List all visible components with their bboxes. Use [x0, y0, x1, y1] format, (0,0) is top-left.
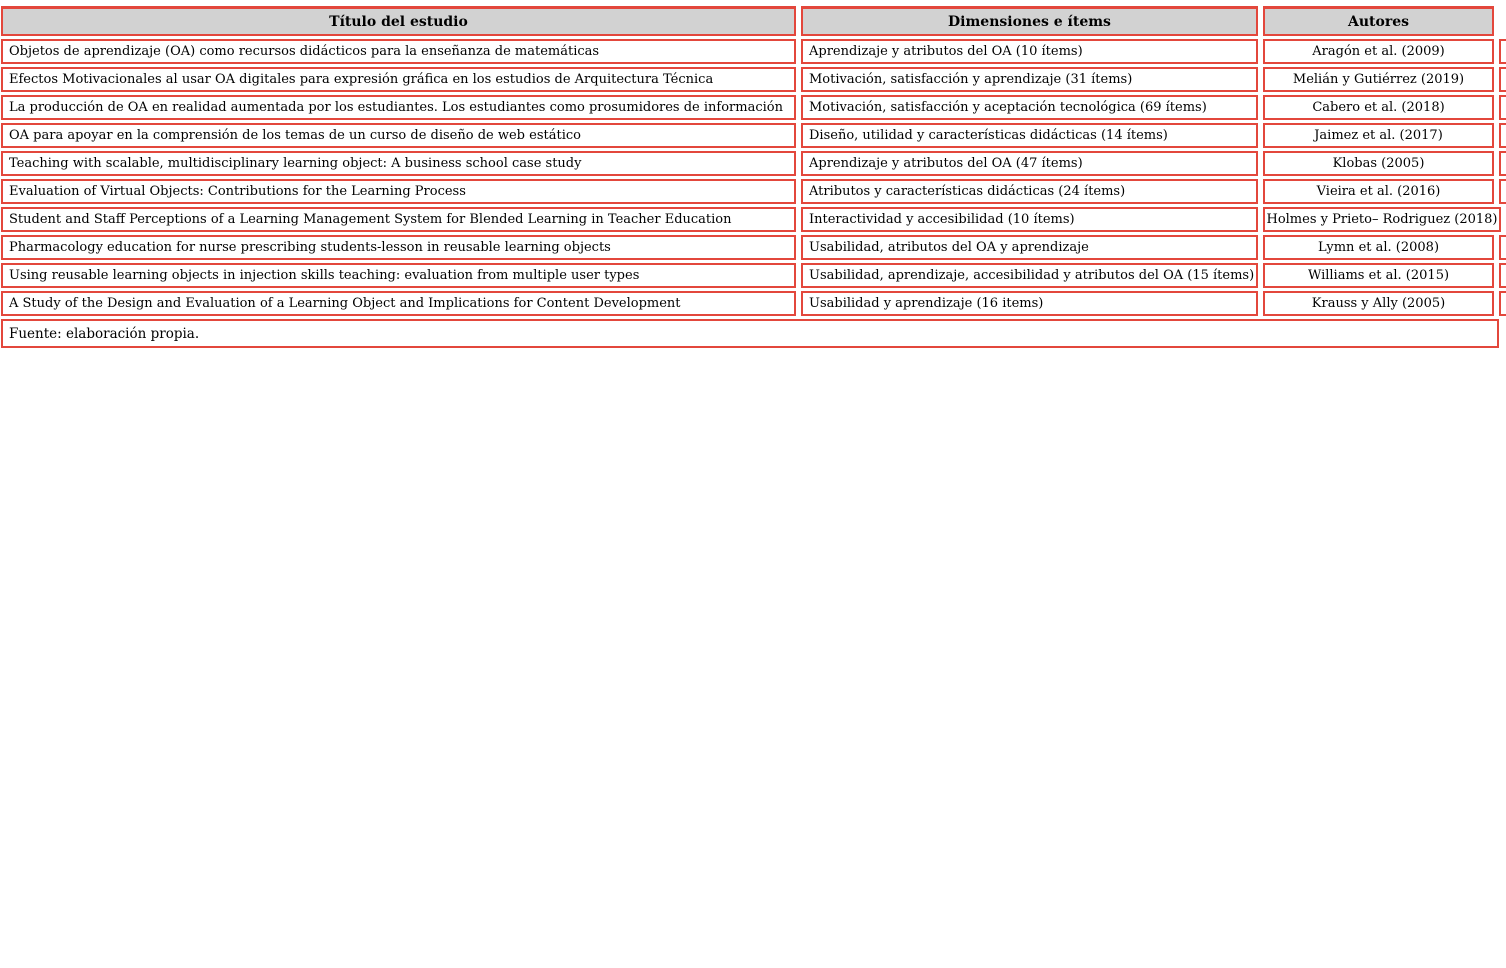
authors-cell: Aragón et al. (2009)	[1263, 39, 1494, 64]
clipped-edge-cell	[1499, 291, 1506, 316]
authors-cell: Krauss y Ally (2005)	[1263, 291, 1494, 316]
authors-cell: Melián y Gutiérrez (2019)	[1263, 67, 1494, 92]
clipped-edge-cell	[1499, 263, 1506, 288]
authors-cell: Klobas (2005)	[1263, 151, 1494, 176]
authors-cell: Cabero et al. (2018)	[1263, 95, 1494, 120]
study-title-cell: Teaching with scalable, multidisciplinary learning object: A business school case study	[1, 151, 796, 176]
table-source-note: Fuente: elaboración propia.	[1, 319, 1499, 348]
clipped-edge-cell	[1499, 67, 1506, 92]
clipped-edge-cell	[1499, 123, 1506, 148]
clipped-edge-cell	[1499, 151, 1506, 176]
dimensions-items-cell: Usabilidad, atributos del OA y aprendizaje	[801, 235, 1258, 260]
authors-cell: Jaimez et al. (2017)	[1263, 123, 1494, 148]
study-title-cell: A Study of the Design and Evaluation of a Learning Object and Implications for Content Development	[1, 291, 796, 316]
authors-cell: Holmes y Prieto– Rodriguez (2018)	[1263, 207, 1501, 232]
clipped-edge-cell	[1499, 235, 1506, 260]
clipped-edge-cell	[1499, 179, 1506, 204]
study-title-cell: Evaluation of Virtual Objects: Contributions for the Learning Process	[1, 179, 796, 204]
column-header-dimensiones: Dimensiones e ítems	[801, 6, 1258, 36]
dimensions-items-cell: Motivación, satisfacción y aprendizaje (31 ítems)	[801, 67, 1258, 92]
dimensions-items-cell: Interactividad y accesibilidad (10 ítems)	[801, 207, 1258, 232]
study-title-cell: La producción de OA en realidad aumentada por los estudiantes. Los estudiantes como prosumidores de información	[1, 95, 796, 120]
study-title-cell: OA para apoyar en la comprensión de los temas de un curso de diseño de web estático	[1, 123, 796, 148]
dimensions-items-cell: Aprendizaje y atributos del OA (10 ítems)	[801, 39, 1258, 64]
study-title-cell: Pharmacology education for nurse prescribing students-lesson in reusable learning objects	[1, 235, 796, 260]
column-header-autores: Autores	[1263, 6, 1494, 36]
column-header-titulo: Título del estudio	[1, 6, 796, 36]
dimensions-items-cell: Usabilidad y aprendizaje (16 items)	[801, 291, 1258, 316]
study-title-cell: Objetos de aprendizaje (OA) como recursos didácticos para la enseñanza de matemáticas	[1, 39, 796, 64]
study-title-cell: Efectos Motivacionales al usar OA digitales para expresión gráfica en los estudios de Arquitectura Técnica	[1, 67, 796, 92]
clipped-edge-cell	[1499, 95, 1506, 120]
studies-table	[1, 6, 1506, 348]
clipped-edge-cell	[1499, 39, 1506, 64]
authors-cell: Vieira et al. (2016)	[1263, 179, 1494, 204]
study-title-cell: Student and Staff Perceptions of a Learning Management System for Blended Learning in Teacher Education	[1, 207, 796, 232]
study-title-cell: Using reusable learning objects in injection skills teaching: evaluation from multiple user types	[1, 263, 796, 288]
dimensions-items-cell: Aprendizaje y atributos del OA (47 ítems)	[801, 151, 1258, 176]
dimensions-items-cell: Usabilidad, aprendizaje, accesibilidad y atributos del OA (15 ítems)	[801, 263, 1258, 288]
authors-cell: Lymn et al. (2008)	[1263, 235, 1494, 260]
dimensions-items-cell: Motivación, satisfacción y aceptación tecnológica (69 ítems)	[801, 95, 1258, 120]
authors-cell: Williams et al. (2015)	[1263, 263, 1494, 288]
dimensions-items-cell: Atributos y características didácticas (24 ítems)	[801, 179, 1258, 204]
dimensions-items-cell: Diseño, utilidad y características didácticas (14 ítems)	[801, 123, 1258, 148]
